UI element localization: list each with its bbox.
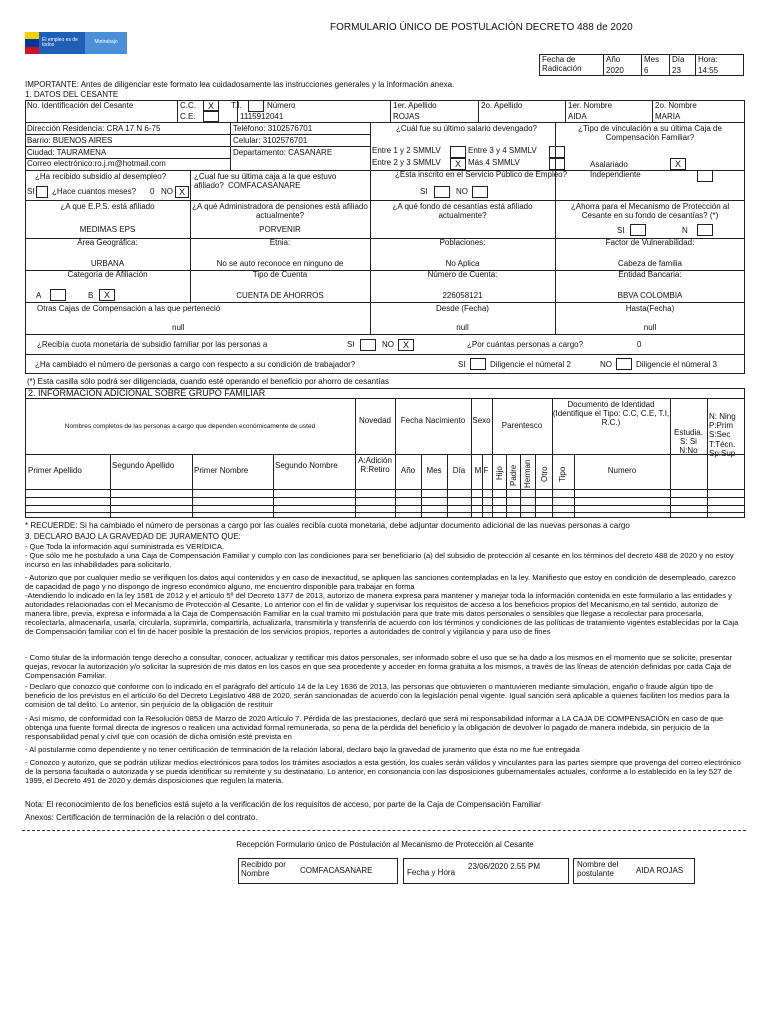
hour-label: Hora: (698, 55, 718, 64)
asalariado-label: Asalariado (590, 160, 628, 169)
cambio-question: ¿Ha cambiado el número de personas a cargo con respecto a su condición de trabajador? (35, 360, 356, 369)
cat-b-checkbox[interactable]: X (99, 289, 115, 301)
hijo-header: Hijo (495, 466, 504, 480)
ahorro-n-label: N (682, 226, 688, 235)
ciudad[interactable]: Ciudad: TAURAMENA (27, 148, 107, 157)
declaration-2: - Que sólo me he postulado a una Caja de Compensación Familiar y cumplo con las condiciones para ser beneficiario (a) del subsidio de protección al cesante en los términos del decreto 488 de 2020 y no estoy incurso en las inhabilidades para solicitarlo. (25, 551, 734, 569)
postulante-label: Nombre del postulante (577, 860, 619, 879)
cambio-no-text: Diligencie el númeral 3 (636, 360, 717, 369)
salario-option-3: Entre 2 y 3 SMMLV (372, 158, 441, 167)
servicio-question: ¿Esta inscrito en el Servicio Público de Empleo? (395, 170, 568, 179)
form-title: FORMULARIO ÚNICO DE POSTULACIÓN DECRETO 488 de 2020 (330, 22, 633, 33)
cc-checkbox[interactable]: X (203, 100, 219, 112)
categoria-label: Categoría de Afiliación (67, 270, 148, 279)
numero-value[interactable]: 1115912041 (240, 112, 284, 121)
month-value: 6 (644, 66, 649, 75)
servicio-si-label: SI (420, 187, 428, 196)
salario-checkbox-1[interactable] (450, 146, 466, 158)
nombre2-label: 2o. Nombre (655, 101, 697, 110)
asalariado-checkbox[interactable]: X (670, 158, 686, 170)
hermano-header: Herman (523, 459, 532, 488)
nota-ahorro: (*) Esta casilla sólo podrá ser diligenciada, cuando esté operando el beneficio por ahorro de cesantías (27, 377, 389, 386)
banco-value[interactable]: BBVA COLOMBIA (617, 291, 683, 300)
mf-header: M F (474, 466, 489, 475)
novedad-header: Novedad (358, 416, 392, 425)
sexo-header: Sexo (472, 416, 491, 425)
desde-label: Desde (Fecha) (436, 304, 489, 313)
declaration-9: - Conozco y autorizo, que se podrán utilizar medios electrónicos para todos los trámites asociados a esta gestión, los cuales serán válidos y vinculantes para las partes siempre que provenga del correo electrónico de la persona facultada o autorizada y se pueda identificar su remitente y su destinatario. Lo anterior, en consonancia con las disposiciones gubernamentales actuales, conforme a lo establecido en la ley 527 de 1999, el Decreto 491 de 2020 y demás disposiciones que regulen la materia. (25, 758, 741, 785)
recibido-label: Recibido por Nombre (241, 860, 286, 879)
mes-header: Mes (426, 466, 442, 475)
month-label: Mes (644, 55, 660, 64)
telefono[interactable]: Teléfono: 3102576701 (233, 124, 313, 133)
servicio-si-checkbox[interactable] (434, 186, 450, 198)
cat-a-checkbox[interactable] (50, 289, 66, 301)
hour-value: 14:55 (698, 66, 719, 75)
section3-title: 3. DECLARO BAJO LA GRAVEDAD DE JURAMENTO QUE: (25, 532, 241, 541)
section1-title: 1. DATOS DEL CESANTE (25, 90, 119, 99)
declaration-3: - Autorizo que por cualquier medio se verifiquen los datos aquí contenidos y en caso de inexactitud, se apliquen las sanciones contempladas en la ley. Manifiesto que estoy en condición de desempleado, carezco de capacidad de pago y no dispongo de ingreso económico alguno, me encuentro disponible para trabajar en forma (25, 573, 736, 591)
segundo-apellido-header: Segundo Apellido (112, 461, 175, 470)
poblaciones-label: Poblaciones: (439, 238, 486, 247)
direccion[interactable]: Dirección Residencia: CRA 17 N 6-75 (27, 124, 161, 133)
nombre2-value[interactable]: MARIA (655, 112, 681, 121)
ahorro-si-checkbox[interactable] (630, 224, 646, 236)
desde-value[interactable]: null (456, 323, 469, 332)
pension-value[interactable]: PORVENIR (259, 225, 301, 234)
numero-label: Número (267, 101, 296, 110)
servicio-no-checkbox[interactable] (472, 186, 488, 198)
cambio-si-checkbox[interactable] (470, 358, 486, 370)
vinculacion-question: ¿Tipo de vinculación a su última Caja de Compensación Familiar? (578, 124, 722, 143)
cuantas-question: ¿Por cuántas personas a cargo? (467, 340, 584, 349)
independiente-label: Independiente (590, 170, 641, 179)
section2-title: 2. INFORMACIÓN ADICIONAL SOBRE GRUPO FAMILIAR (28, 388, 266, 398)
fecha-nac-header: Fecha Nacimiento (400, 416, 466, 425)
estudia-header: Estudia. S: Si N:No (674, 428, 703, 456)
otras-label: Otras Cajas de Compensación a las que perteneció (37, 304, 221, 313)
meses-question: ¿Hace cuantos meses? (52, 187, 137, 196)
cc-label: C.C. (180, 101, 196, 110)
tipo-header: Tipo (558, 466, 567, 482)
area-value[interactable]: URBANA (90, 259, 125, 268)
segundo-nombre-header: Segundo Nombre (275, 461, 338, 470)
salario-checkbox-3[interactable]: X (450, 158, 466, 170)
declaration-5: - Como titular de la información tengo derecho a consultar, conocer, actualizar y rectificar mis datos personales, ser informado sobre el uso que se ha dado a los mismos en el momento que se solicite, presentar quejas, revocar la autorización y/o solicitar la supresión de mis datos en los casos en que sea procedente y acceder en forma gratuita a los mismos, a través de las líneas de atención definidas por cada Caja de Compensación Familiar. (25, 653, 733, 680)
subsidio-si-label: SI (27, 187, 35, 196)
cuantas-value[interactable]: 0 (637, 340, 642, 349)
cuota-question: ¿Recibía cuota monetaria de subsidio familiar por las personas a (37, 340, 268, 349)
declaration-6: - Declaro que conozco que conforme con lo indicado en el parágrafo del artículo 14 de la Ley 1636 de 2013, las personas que obtuvieren o mantuvieren mediante simulación, engaño o fraude algún tipo de beneficio de los previstos en el artículo 6o del Decreto Legislativo 488 de 2020, serán sancionadas de acuerdo con la legislación penal vigente. Igual sanción será aplicable a quienes faciliten los medios para la comisión de tal delito. Lo anterior, sin perjuicio de la obligación de restituir (25, 682, 730, 709)
nombre1-value[interactable]: AIDA (568, 112, 587, 121)
salario-option-1: Entre 1 y 2 SMMLV (372, 146, 441, 155)
apellido1-value[interactable]: ROJAS (393, 112, 420, 121)
day-value: 23 (672, 66, 681, 75)
ahorro-question: ¿Ahorra para el Mecanismo de Protección al Cesante en su fondo de cesantías? (*) (570, 202, 730, 221)
departamento[interactable]: Departamento: CASANARE (233, 148, 333, 157)
tipo-cuenta-value[interactable]: CUENTA DE AHORROS (236, 291, 324, 300)
recibido-value[interactable]: COMFACASANARE (300, 866, 373, 875)
important-note: IMPORTANTE: Antes de diligenciar este formato lea cuidadosamente las instrucciones generales y la información anexa. (25, 80, 455, 89)
cuota-no-checkbox[interactable]: X (398, 339, 414, 351)
declaration-7: - Así mismo, de conformidad con la Resolución 0853 de Marzo de 2020 Artículo 7. Pérdida de las prestaciones, declaró que será mi responsabilidad informar a LA CAJA DE COMPENSACIÓN en caso de que obtenga una fuente formal directa de ingresos o realicen una actividad formal remunerada, so pena de la pérdida del beneficio y la obligación de devolver lo pagado de manera indebida, sin perjuicio de la responsabilidad penal y civil que con ocasión de dicha omisión esté prevista en (25, 714, 724, 741)
otro-header: Otro (540, 466, 549, 482)
radicacion-label: Fecha de Radicación (542, 55, 582, 74)
day-label: Día (672, 55, 685, 64)
colombia-flag-icon (25, 32, 39, 54)
banco-label: Entidad Bancaria: (618, 270, 682, 279)
tipo-cuenta-label: Tipo de Cuenta (252, 270, 308, 279)
etnia-value[interactable]: No se auto reconoce en ninguno de (216, 259, 344, 268)
subsidio-question: ¿Ha recibido subsidio al desempleo? (35, 172, 167, 181)
subsidio-si-checkbox[interactable] (36, 186, 48, 198)
cambio-si-text: Diligencie el númeral 2 (490, 360, 571, 369)
government-logo (25, 32, 127, 54)
ti-label: T.I. (231, 101, 242, 110)
numero-header: Numero (607, 466, 637, 475)
logo-text: El empleo es de todos (39, 32, 85, 54)
apellido2-label: 2o. Apellido (481, 101, 523, 110)
caja-value[interactable]: COMFACASANARE (228, 181, 301, 190)
meses-value[interactable]: 0 (150, 187, 155, 196)
fecha-label: Fecha y Hora (407, 868, 456, 877)
declaration-1: - Que Toda la información aquí suministrada es VERÍDICA. (25, 542, 225, 551)
ce-checkbox[interactable] (203, 110, 219, 122)
ano-header: Año (400, 466, 416, 475)
apellido1-label: 1er. Apellido (393, 101, 437, 110)
cambio-no-label: NO (600, 360, 612, 369)
logo-sub: Mintrabajo (85, 32, 127, 54)
dia-header: Día (452, 466, 466, 475)
salario-option-4: Más 4 SMMLV (468, 158, 520, 167)
ahorro-si-label: SI (617, 226, 625, 235)
adicion-header: A:Adición R:Retiro (358, 456, 392, 475)
vulnerabilidad-value[interactable]: Cabeza de familia (617, 259, 683, 268)
pension-question: ¿A qué Administradora de pensiones está afiliado actualmente? (192, 202, 368, 221)
cut-line (22, 830, 746, 831)
recuerde-note: * RECUERDE: Si ha cambiado el número de personas a cargo por las cuales recibía cuota monetaria, debe adjuntar documento adicional de las nuevas personas a cargo (25, 521, 630, 530)
cambio-si-label: SI (458, 360, 466, 369)
fecha-value[interactable]: 23/06/2020 2.55 PM (468, 862, 541, 871)
num-cuenta-value[interactable]: 226058121 (442, 291, 483, 300)
barrio[interactable]: Barrio: BUENOS AIRES (27, 136, 113, 145)
primer-apellido-header: Primer Apellido (28, 466, 82, 475)
nivel-header: N: Ning P:Prim S:Sec T:Técn. Sp:Sup (709, 412, 736, 458)
salario-checkbox-2[interactable] (549, 146, 565, 158)
year-value: 2020 (606, 66, 624, 75)
independiente-checkbox[interactable] (697, 170, 713, 182)
servicio-no-label: NO (456, 187, 468, 196)
eps-question: ¿A que E.P.S. está afiliado (60, 202, 155, 211)
cesantias-question: ¿A qué fondo de cesantías está afiliado actualmente? (392, 202, 533, 221)
year-label: Año (606, 55, 621, 64)
cuota-si-label: SI (347, 340, 355, 349)
nombres-header: Nombres completos de las personas a cargo que dependen económicamente de usted (64, 423, 316, 430)
celular[interactable]: Celular: 3102576701 (233, 136, 308, 145)
caja-question: ¿Cual fue su última caja a la que estuvo afiliado? (194, 172, 337, 191)
salario-option-2: Entre 3 y 4 SMMLV (468, 146, 537, 155)
subsidio-no-label: NO (161, 187, 173, 196)
ce-label: C.E. (180, 112, 196, 121)
otras-value[interactable]: null (172, 323, 185, 332)
documento-header: Documento de Identidad (Identifique el Tipo: C.C, C.E, T.I, R.C.) (552, 400, 670, 428)
postulante-value[interactable]: AIDA ROJAS (636, 866, 684, 875)
poblaciones-value[interactable]: No Aplica (445, 259, 480, 268)
nombre1-label: 1er. Nombre (568, 101, 613, 110)
salario-question: ¿Cuál fue su último salario devengado? (396, 124, 537, 133)
ti-checkbox[interactable] (248, 100, 264, 112)
correo[interactable]: Correo electrónico:ro.j.m@hotmail.com (27, 159, 166, 168)
anexos: Anexos: Certificación de terminación de la relación o del contrato. (25, 813, 258, 822)
cat-b-label: B (88, 291, 94, 300)
vulnerabilidad-label: Factor de Vulnerabilidad: (605, 238, 695, 247)
hasta-value[interactable]: null (643, 323, 657, 332)
cuota-si-checkbox[interactable] (360, 339, 376, 351)
nota: Nota: El reconocimiento de los beneficios está sujeto a la verificación de los requisitos de acceso, por parte de la Caja de Compensación Familiar (25, 800, 541, 809)
declaration-4: -Atendiendo lo indicado en la ley 1581 de 2012 y el artículo 5º del Decreto 1377 de 2013, autorizo de manera expresa para mantener y manejar toda la información contenida en este formulario a las entidades y autoridades relacionadas con el Mecanismo de Protección al Cesante. Lo anterior con el fin de validar y supervisar los requisitos de acceso a los beneficios propios del Mecanismo,en tal sentido, autorizo de manera libre, previa, expresa e informada a la Caja de Compensación Familiar en la cual tramito mi postulación para que trate mis datos personales o sensibles que llegase a recolectar para procesarla, recolectarla, almacenarla, usarla, circularla, suprimirla, compartirla, actualizarla, transmitirla y transferirla de acuerdo con los términos y condiciones de las políticas de tratamiento vigentes establecidas por la Caja de Compensación familiar con el fin de hacer posible la prestación de los servicios propios, reportes a autoridades de control y vigilancia y para uso de fines (25, 591, 739, 636)
etnia-label: Etnia: (269, 238, 291, 247)
area-label: Área Geográfica: (77, 238, 138, 247)
ahorro-n-checkbox[interactable] (697, 224, 713, 236)
parentesco-header: Parentesco (501, 421, 543, 430)
recibo-title: Recepción Formulario único de Postulación al Mecanismo de Protección al Cesante (236, 840, 534, 849)
declaration-8: - Al postularme como dependiente y no tener certificación de terminación de la relación laboral, declaro bajo la gravedad de juramento que ésta no me fue entregada (25, 745, 580, 754)
id-label: No. Identificación del Cesante (27, 101, 134, 110)
primer-nombre-header: Primer Nombre (194, 466, 249, 475)
hasta-label: Hasta(Fecha) (625, 304, 675, 313)
cambio-no-checkbox[interactable] (616, 358, 632, 370)
salario-checkbox-4[interactable] (549, 158, 565, 170)
subsidio-no-checkbox[interactable]: X (175, 186, 189, 198)
eps-value[interactable]: MEDIMAS EPS (79, 225, 136, 234)
cat-a-label: A (36, 291, 42, 300)
cuota-no-label: NO (382, 340, 394, 349)
padre-header: Padre (509, 464, 518, 486)
num-cuenta-label: Número de Cuenta: (427, 270, 498, 279)
